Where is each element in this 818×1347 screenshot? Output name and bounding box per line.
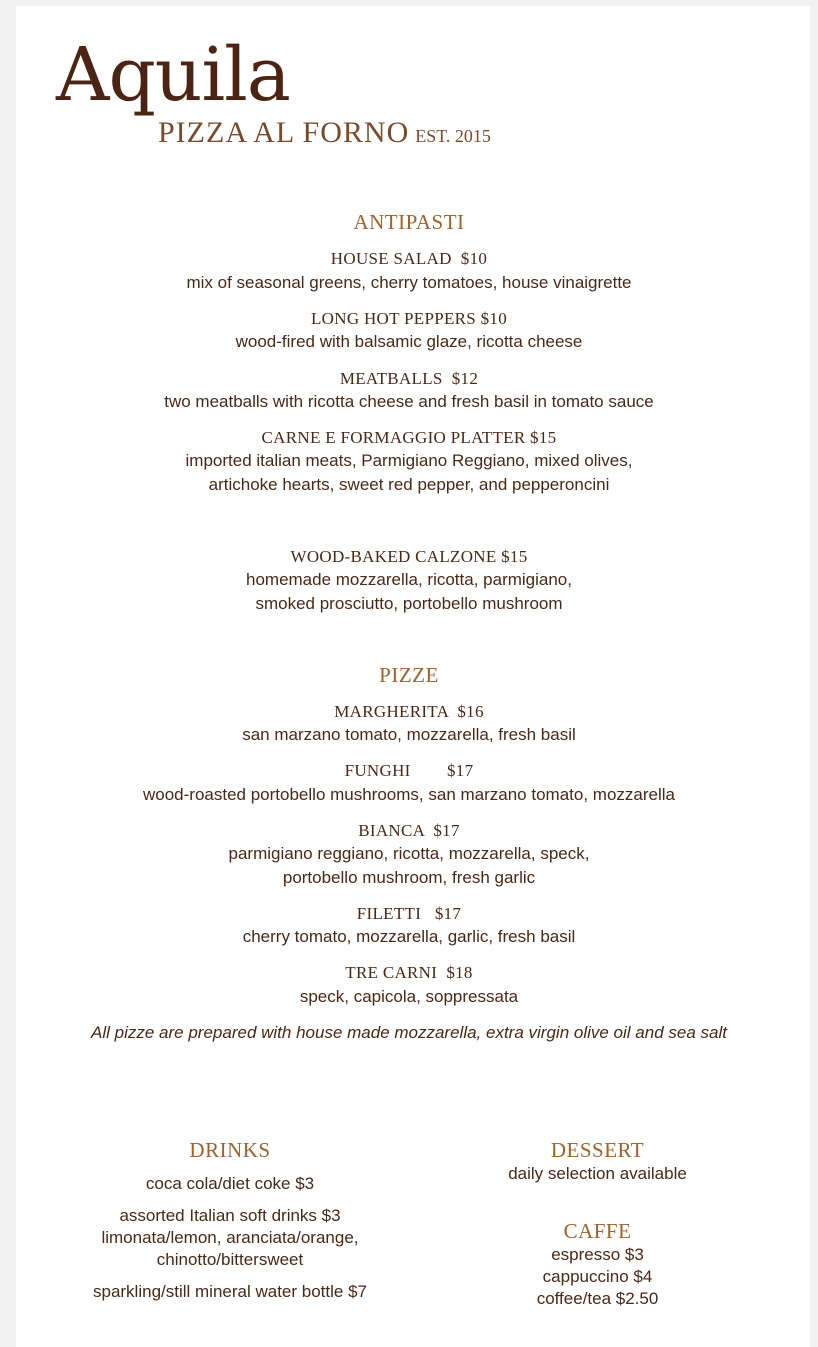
menu-item-desc: two meatballs with ricotta cheese and fresh basil in tomato sauce (164, 392, 654, 411)
drinks-line: coca cola/diet coke $3 (145, 1174, 315, 1193)
menu-item-title: CARNE E FORMAGGIO PLATTER $15 (261, 428, 557, 447)
menu-item-desc: smoked prosciutto, portobello mushroom (255, 594, 563, 613)
drinks-line: assorted Italian soft drinks $3 (119, 1206, 341, 1225)
dessert-line: daily selection available (508, 1164, 687, 1183)
menu-item-desc: speck, capicola, soppressata (299, 987, 519, 1006)
caffe-line: cappuccino $4 (542, 1267, 653, 1286)
pizze-note: All pizze are prepared with house made mozzarella, extra virgin olive oil and sea salt (91, 1023, 727, 1042)
menu-item-title: HOUSE SALAD $10 (330, 249, 488, 268)
menu-item-desc: homemade mozzarella, ricotta, parmigiano, (246, 570, 572, 589)
caffe-heading: CAFFE (563, 1219, 632, 1243)
menu-item-desc: imported italian meats, Parmigiano Reggiano, mixed olives, (185, 451, 633, 470)
menu-item-title: TRE CARNI $18 (345, 963, 473, 982)
menu-item-desc: parmigiano reggiano, ricotta, mozzarella, speck, (228, 844, 590, 863)
caffe-line: coffee/tea $2.50 (536, 1289, 659, 1308)
menu-item-title: MEATBALLS $12 (339, 369, 479, 388)
drinks-heading: DRINKS (189, 1138, 271, 1162)
menu-item-desc: wood-roasted portobello mushrooms, san marzano tomato, mozzarella (143, 785, 675, 804)
logo-subtitle (158, 116, 491, 150)
menu-item-desc: wood-fired with balsamic glaze, ricotta cheese (235, 332, 583, 351)
drinks-line: chinotto/bittersweet (156, 1250, 304, 1269)
drinks-line: limonata/lemon, aranciata/orange, (101, 1228, 359, 1247)
menu-item-title: WOOD-BAKED CALZONE $15 (290, 547, 528, 566)
drinks-line: sparkling/still mineral water bottle $7 (92, 1282, 367, 1301)
caffe-line: espresso $3 (551, 1245, 644, 1264)
drinks-section (40, 1138, 420, 1303)
pizze-heading: PIZZE (379, 663, 439, 687)
menu-item-title: MARGHERITA $16 (334, 702, 484, 721)
menu-item-title: FUNGHI $17 (344, 761, 474, 780)
menu-item-desc: san marzano tomato, mozzarella, fresh basil (242, 725, 576, 744)
caffe-section (440, 1219, 755, 1310)
dessert-section (440, 1138, 755, 1185)
menu-item-title: FILETTI $17 (356, 904, 462, 923)
dessert-heading: DESSERT (550, 1138, 645, 1162)
menu-item-title: LONG HOT PEPPERS $10 (310, 309, 508, 328)
logo-established: EST. 2015 (415, 126, 491, 146)
logo-tagline: PIZZA AL FORNO (158, 116, 410, 149)
menu-item-desc: mix of seasonal greens, cherry tomatoes, house vinaigrette (186, 273, 632, 292)
menu-item-title: BIANCA $17 (358, 821, 460, 840)
menu-item-desc: artichoke hearts, sweet red pepper, and pepperoncini (208, 475, 610, 494)
menu-item-desc: cherry tomato, mozzarella, garlic, fresh basil (242, 927, 576, 946)
menu-item-desc: portobello mushroom, fresh garlic (282, 868, 536, 887)
logo-name: Aquila (56, 32, 290, 118)
antipasti-heading: ANTIPASTI (353, 210, 465, 234)
